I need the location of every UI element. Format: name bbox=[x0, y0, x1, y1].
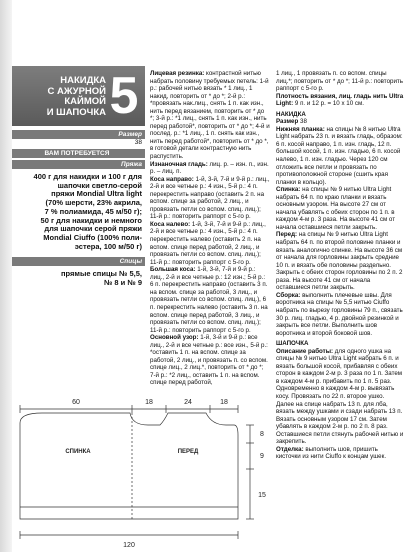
paragraph bbox=[150, 334, 270, 387]
title-line: И ШАПОЧКА bbox=[46, 106, 106, 118]
assembly-instructions bbox=[276, 70, 404, 540]
paragraph bbox=[276, 70, 404, 93]
back-label: СПИНКА bbox=[65, 449, 91, 455]
paragraph bbox=[276, 446, 404, 461]
page-gutter bbox=[0, 0, 12, 552]
paragraph-text: на спицы № 9 нитью Ultra Light набрать 64 п. по второй половине планки и вязать аналогично спинке. На высоте 36 см от начала для горловины закрыть средние 10 п. и вязать обе половины раздельно. Закрыть с обеих сторон горловины по 2 п. 2 раза. На высоте 41 см от начала оставшиеся петли закрыть. bbox=[276, 231, 403, 292]
dim-label: 120 bbox=[123, 542, 135, 549]
paragraph-term: Сборка: bbox=[276, 291, 301, 299]
paragraph bbox=[276, 231, 404, 291]
paragraph-text: для одного ушка на спицы № 9 нитью Ultra Light набрать 6 п. и вязать большой косой, прибавляя с обеих сторон в каждом 2-м р. 3 раза по 1 п. Затем в каждом 4-м р. прибавить по 1 п. 5 раз. Одновременно в каждом 4-м р. вывязать косу. Провязать по 22 п. второе ушко. Далее на спице набрать 13 п. для лба, вязать между ушками и сзади набрать 13 п. Вязать основным узором 17 см. Затем убавлять в каждом 2-м р. по 2 п. 8 раз. Оставшиеся петли стянуть рабочей нитью и закрепить. bbox=[276, 347, 404, 446]
paragraph bbox=[150, 266, 270, 334]
paragraph-text: на спицы № 8 нитью Ultra Light набрать 23 п. и вязать гладь, образом: 6 п. косой направо, 1 п. изн. гладь, 12 п. большой косой, 1 п. изн. гладью, 6 п. косой налево, 1 п. изн. гладью. Через 120 см отложить все петли и провязать по противоположной стороне (сшить края планки в кольцо). bbox=[276, 125, 403, 186]
pattern-number: 5 bbox=[109, 67, 139, 125]
needles-line: № 8 и № 9 bbox=[103, 278, 142, 288]
paragraph-text: 1-й, 3-й, 7-й и 9-й р.: лиц., 2-й и все четные р.: 12 изн.; 5-й р.: 6 п. перекрестить направо (оставить 3 п. на вспом. спице за работой, 3 лиц., и провязать петли со вспом. спиц. лиц.), 6 п. перекрестить налево (оставить 3 п. на вспом. спице перед работой, 3 лиц., и провязать петли со вспом. спиц. лиц.); 11-й р.: повторить раппорт с 5-го р. bbox=[150, 266, 268, 334]
paragraph-term: Лицевая резинка: bbox=[150, 70, 205, 77]
paragraph-text: на спицы № 9 нитью Ultra Light набрать 64 п. по краю планки и вязать основным узором. На высоте 27 см от начала убавлять с обеих сторон по 1 п. в каждом 4-м р. 3 раза. На высоте 41 см от начала оставшиеся петли закрыть. bbox=[276, 186, 396, 231]
paragraph bbox=[276, 186, 404, 231]
title-line: НАКИДКА bbox=[60, 75, 106, 86]
section-heading: НАКИДКА bbox=[276, 110, 306, 118]
paragraph-text: 9 п. и 12 р. = 10 х 10 см. bbox=[293, 100, 364, 108]
yarn-line: 7 % полиамида, 45 м/50 г); bbox=[44, 206, 142, 216]
paragraph-term: Коса направо: bbox=[150, 175, 194, 183]
paragraph-text: 1 лиц., 1 провязать п. со вспом. спицы лиц.*; повторить от * до *; 11-й р.: повторить раппорт с 5-го р. bbox=[276, 70, 403, 93]
paragraph bbox=[276, 118, 404, 126]
title-line: КАЙМОЙ bbox=[64, 96, 106, 107]
yarn-line: эстера, 100 м/50 г) bbox=[74, 241, 142, 251]
dim-label: 9 bbox=[260, 453, 264, 460]
paragraph-term: Отделка: bbox=[276, 445, 304, 453]
paragraph-text: выполнить плечевые швы. Для воротника на спицы № 5,5 нитью Ciuffo набрать по вырезу горловины 79 п., связать 30 р. лиц. гладью, 4 р. двойной резинкой и закрыть все петли. Выполнить шов воротника и второй боковой шов. bbox=[276, 291, 403, 337]
yarn-line: 50 г для накидки и немного bbox=[40, 215, 142, 225]
needed-heading: ВАМ ПОТРЕБУЕТСЯ bbox=[12, 149, 145, 158]
paragraph-term: Перед: bbox=[276, 231, 298, 239]
paragraph-text: 1-й, 3-й и 9-й р.: все лиц., 2-й и все четные р.: все изн., 5-й р.: *оставить 1 п. на вспом. спице за работой, 2 лиц., и провязать п. со вспом. спице лиц., 2 лиц.*, повторить от * до *; 7-й р.: *2 лиц., оставить 1 п. на вспом. спице перед работой, bbox=[150, 334, 268, 387]
dim-label: 24 bbox=[184, 399, 192, 406]
paragraph bbox=[150, 221, 270, 266]
yarn-description bbox=[12, 173, 145, 251]
dim-label: 15 bbox=[258, 492, 266, 499]
paragraph bbox=[276, 126, 404, 186]
size-value: 38 bbox=[134, 139, 142, 146]
yarn-line: пряжи Mondial Ultra light bbox=[51, 189, 142, 199]
paragraph-text: выполнить шов, пришить кисточки из нити Ciuffo к концам ушек. bbox=[276, 445, 387, 461]
section-heading: ШАПОЧКА bbox=[276, 340, 309, 348]
paragraph-text: 38 bbox=[298, 118, 307, 126]
yarn-line: Mondial Ciuffo (100% поли- bbox=[43, 232, 142, 242]
paragraph bbox=[276, 292, 404, 337]
garment-schematic bbox=[12, 395, 274, 552]
paragraph-term: Коса налево: bbox=[150, 220, 191, 228]
title-line: С АЖУРНОЙ bbox=[47, 85, 106, 97]
yarn-line: для шапочки серой пряжи bbox=[44, 224, 142, 234]
page-title bbox=[30, 76, 106, 118]
paragraph-term: Основной узор: bbox=[150, 334, 199, 342]
paragraph-term: Описание работы: bbox=[276, 347, 334, 355]
paragraph-text: лиц. р. – изн. п., изн. р. – лиц. п. bbox=[150, 160, 269, 176]
dim-label: 8 bbox=[260, 431, 264, 438]
paragraph-text: контрастной нитью набрать половину требуемых петель: 1-й р.: рабочей нитью вязать * 1 лиц., 1 накид, повторить от * до *; 2-й р.: *провязать нак.лиц., снять 1 п. как изн., нить перед вязанием, повторить от * до *; 3-й р.: *1 лиц., снять 1 п. как изн., нить перед работой*, повторить от * до *; 4-й и послед. р.: *1 лиц., 1 п. снять как изн., нить перед работой*, повторить от * до *, в готовой детали контрастную нить распустить. bbox=[150, 70, 270, 161]
dim-label: 18 bbox=[145, 399, 153, 406]
paragraph-term: Нижняя планка: bbox=[276, 125, 325, 133]
paragraph bbox=[150, 161, 270, 176]
front-label: ПЕРЕД bbox=[177, 449, 199, 455]
size-heading: Размер bbox=[12, 130, 145, 139]
yarn-heading: Пряжа bbox=[12, 160, 145, 169]
paragraph-text: 1-й, 3-й, 7-й и 9-й р.: лиц., 2-й и все четные р.: 4 изн., 5-й р.: 4 п. перекрестить направо (оставить 2 п. на вспом. спице за работой, 2 лиц., и провязать петли со вспом. спиц. лиц.); 11-й р.: повторить раппорт с 5-го р. bbox=[150, 175, 270, 221]
yarn-line: (70% шерсти, 23% акрила, bbox=[45, 198, 142, 208]
paragraph bbox=[276, 348, 404, 446]
paragraph bbox=[150, 70, 270, 161]
paragraph-term: Изнаночная гладь: bbox=[150, 160, 208, 168]
paragraph-term: Большая коса: bbox=[150, 266, 196, 274]
paragraph-term: Спинка: bbox=[276, 186, 301, 194]
paragraph-term: Размер bbox=[276, 118, 299, 126]
paragraph bbox=[150, 176, 270, 221]
needles-line: прямые спицы № 5,5, bbox=[61, 269, 142, 279]
materials-panel bbox=[12, 128, 145, 288]
paragraph-term: Плотность вязания, лиц. гладь нить Ultra Light: bbox=[276, 92, 404, 108]
stitch-instructions bbox=[150, 70, 270, 450]
paragraph bbox=[276, 93, 404, 108]
dim-label: 18 bbox=[220, 399, 228, 406]
yarn-line: 400 г для накидки и 100 г для bbox=[33, 172, 142, 181]
needles-heading: Спицы bbox=[12, 257, 145, 266]
dim-label: 60 bbox=[72, 399, 80, 406]
needles-description bbox=[12, 270, 145, 287]
yarn-line: шапочки светло-серой bbox=[57, 180, 142, 190]
paragraph-text: 1-й, 3-й, 7-й и 9-й р.: лиц., 2-й и все четные р.: 4 изн., 5-й р.: 4 п. перекрестить налево (оставить 2 п. на вспом. спице перед работой, 2 лиц., и провязать петли со вспом. спиц. лиц.); 11-й р.: повторить раппорт с 5-го р. bbox=[150, 220, 266, 266]
